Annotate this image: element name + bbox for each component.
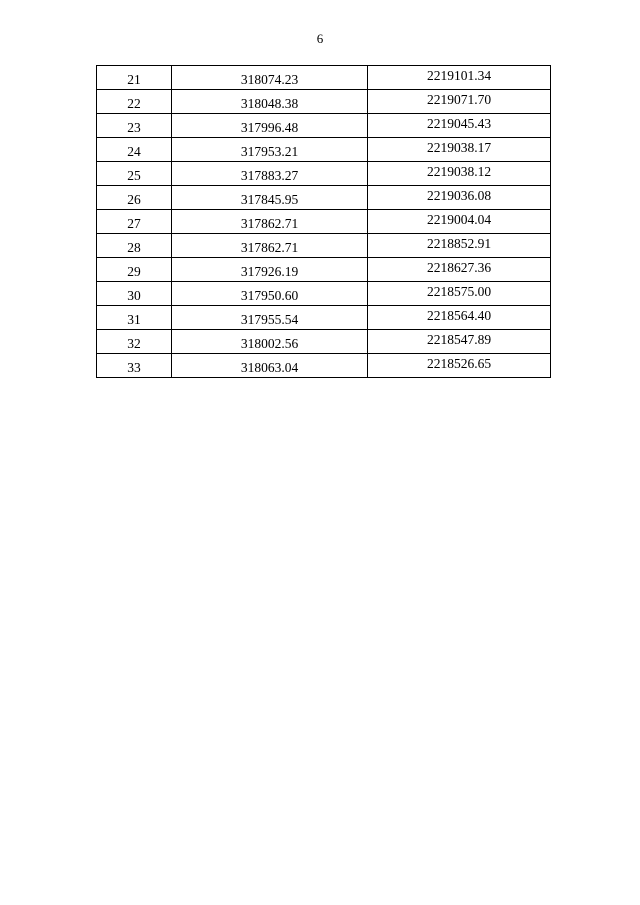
table-row xyxy=(97,186,551,210)
y-coordinate-cell xyxy=(368,234,551,258)
y-coordinate-cell xyxy=(368,306,551,330)
point-number-cell-text: 27 xyxy=(127,215,141,231)
x-coordinate-cell xyxy=(172,282,368,306)
y-coordinate-cell-text: 2218627.36 xyxy=(426,259,492,275)
point-number-cell-text: 33 xyxy=(127,359,141,375)
y-coordinate-cell-text: 2219036.08 xyxy=(426,187,492,203)
y-coordinate-cell-text: 2219071.70 xyxy=(426,91,492,107)
x-coordinate-cell xyxy=(172,234,368,258)
point-number-cell xyxy=(97,306,172,330)
x-coordinate-cell-text: 317955.54 xyxy=(240,311,299,327)
y-coordinate-cell-text: 2219101.34 xyxy=(426,67,492,83)
point-number-cell xyxy=(97,162,172,186)
point-number-cell-text: 25 xyxy=(127,167,141,183)
table-row xyxy=(97,114,551,138)
y-coordinate-cell-text: 2218564.40 xyxy=(426,307,492,323)
y-coordinate-cell-text: 2219045.43 xyxy=(426,115,492,131)
x-coordinate-cell-text: 317845.95 xyxy=(240,191,299,207)
point-number-cell xyxy=(97,234,172,258)
point-number-cell-text: 28 xyxy=(127,239,141,255)
x-coordinate-cell-text: 318063.04 xyxy=(240,359,299,375)
y-coordinate-cell xyxy=(368,66,551,90)
point-number-cell-text: 26 xyxy=(127,191,141,207)
x-coordinate-cell xyxy=(172,114,368,138)
y-coordinate-cell xyxy=(368,162,551,186)
x-coordinate-cell xyxy=(172,210,368,234)
x-coordinate-cell-text: 318048.38 xyxy=(240,95,299,111)
point-number-cell-text: 23 xyxy=(127,119,141,135)
x-coordinate-cell-text: 317996.48 xyxy=(240,119,299,135)
point-number-cell-text: 22 xyxy=(127,95,141,111)
y-coordinate-cell xyxy=(368,186,551,210)
point-number-cell xyxy=(97,138,172,162)
y-coordinate-cell xyxy=(368,138,551,162)
x-coordinate-cell xyxy=(172,138,368,162)
x-coordinate-cell-text: 317953.21 xyxy=(240,143,299,159)
y-coordinate-cell xyxy=(368,210,551,234)
point-number-cell-text: 24 xyxy=(127,143,141,159)
point-number-cell xyxy=(97,258,172,282)
x-coordinate-cell xyxy=(172,330,368,354)
table-row xyxy=(97,354,551,378)
y-coordinate-cell xyxy=(368,330,551,354)
point-number-cell-text: 29 xyxy=(127,263,141,279)
x-coordinate-cell-text: 318002.56 xyxy=(240,335,299,351)
x-coordinate-cell-text: 317862.71 xyxy=(240,239,299,255)
x-coordinate-cell-text: 317862.71 xyxy=(240,215,299,231)
y-coordinate-cell-text: 2218547.89 xyxy=(426,331,492,347)
x-coordinate-cell-text: 317950.60 xyxy=(240,287,299,303)
x-coordinate-cell xyxy=(172,66,368,90)
table-row xyxy=(97,306,551,330)
x-coordinate-cell xyxy=(172,162,368,186)
y-coordinate-cell-text: 2219038.12 xyxy=(426,163,492,179)
point-number-cell-text: 21 xyxy=(127,71,141,87)
table-row xyxy=(97,258,551,282)
point-number-cell-text: 31 xyxy=(127,311,141,327)
point-number-cell xyxy=(97,90,172,114)
point-number-cell xyxy=(97,282,172,306)
page-number: 6 xyxy=(316,31,324,46)
y-coordinate-cell xyxy=(368,258,551,282)
x-coordinate-cell xyxy=(172,306,368,330)
coordinates-table xyxy=(96,65,551,378)
table-row xyxy=(97,210,551,234)
point-number-cell xyxy=(97,114,172,138)
y-coordinate-cell-text: 2218526.65 xyxy=(426,355,492,371)
point-number-cell xyxy=(97,186,172,210)
point-number-cell xyxy=(97,330,172,354)
coordinates-table-body xyxy=(97,66,551,378)
y-coordinate-cell-text: 2219004.04 xyxy=(426,211,492,227)
x-coordinate-cell xyxy=(172,354,368,378)
point-number-cell xyxy=(97,354,172,378)
table-row xyxy=(97,66,551,90)
y-coordinate-cell-text: 2218852.91 xyxy=(426,235,492,251)
table-row xyxy=(97,162,551,186)
table-row xyxy=(97,234,551,258)
y-coordinate-cell xyxy=(368,282,551,306)
point-number-cell xyxy=(97,210,172,234)
x-coordinate-cell xyxy=(172,258,368,282)
x-coordinate-cell-text: 317883.27 xyxy=(240,167,299,183)
y-coordinate-cell xyxy=(368,114,551,138)
y-coordinate-cell xyxy=(368,354,551,378)
table-row xyxy=(97,330,551,354)
table-row xyxy=(97,282,551,306)
y-coordinate-cell xyxy=(368,90,551,114)
x-coordinate-cell-text: 317926.19 xyxy=(240,263,299,279)
point-number-cell-text: 32 xyxy=(127,335,141,351)
x-coordinate-cell xyxy=(172,90,368,114)
point-number-cell xyxy=(97,66,172,90)
x-coordinate-cell-text: 318074.23 xyxy=(240,71,299,87)
table-row xyxy=(97,90,551,114)
y-coordinate-cell-text: 2219038.17 xyxy=(426,139,492,155)
table-row xyxy=(97,138,551,162)
y-coordinate-cell-text: 2218575.00 xyxy=(426,283,492,299)
point-number-cell-text: 30 xyxy=(127,287,141,303)
x-coordinate-cell xyxy=(172,186,368,210)
